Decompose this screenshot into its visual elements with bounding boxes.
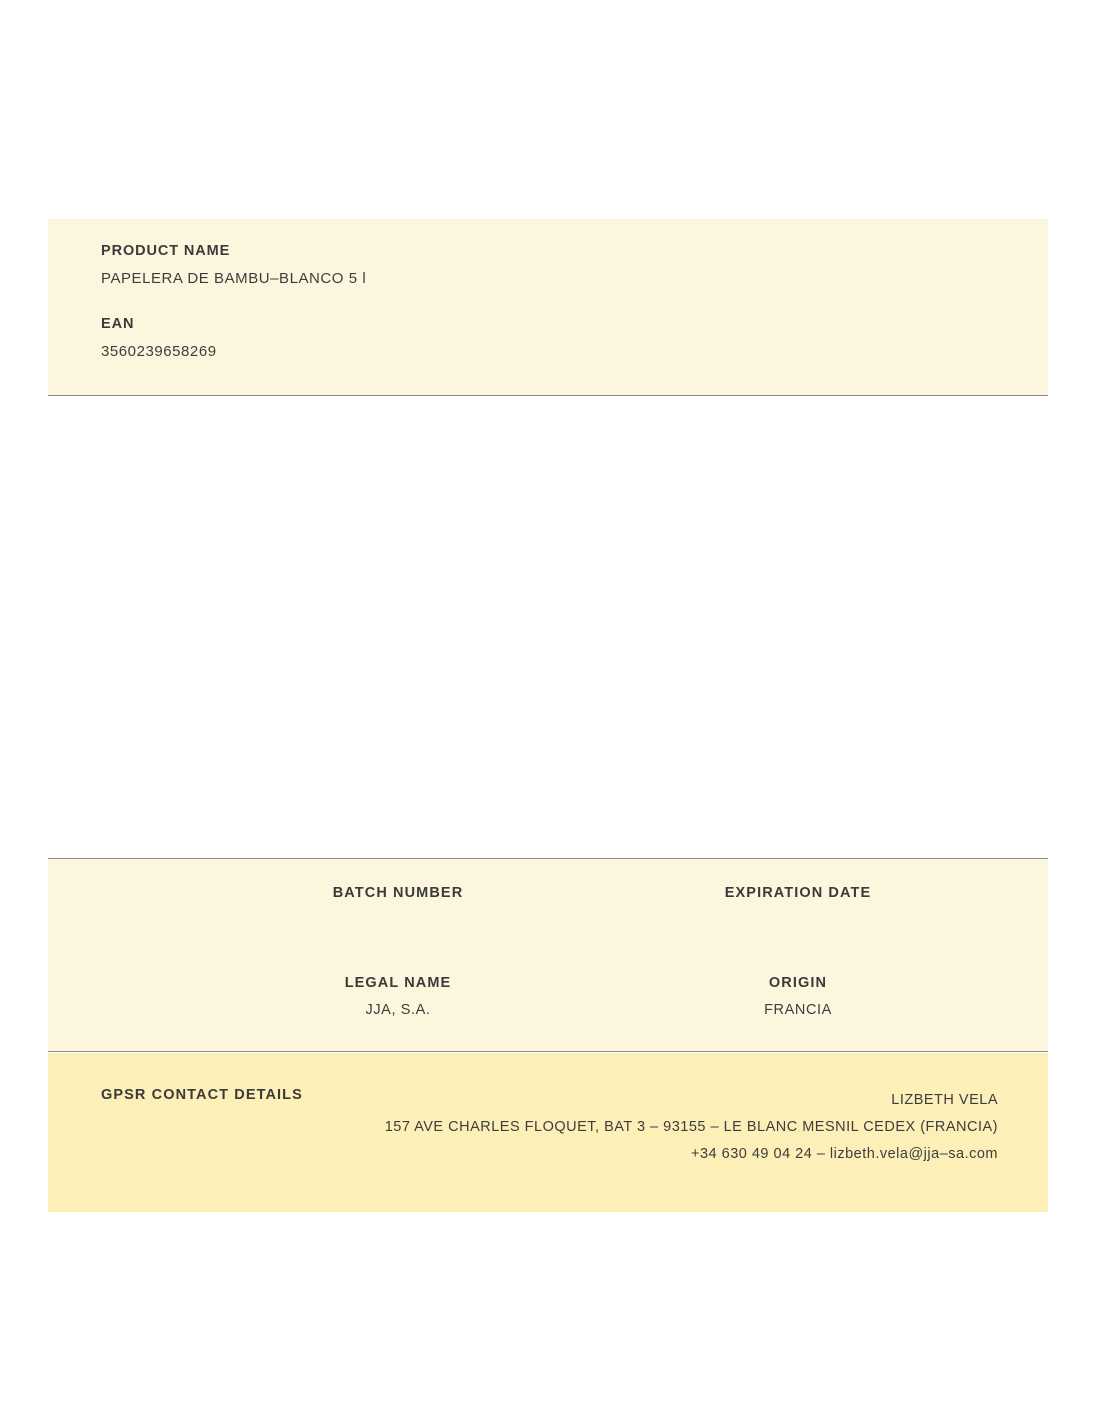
gpsr-contact-panel xyxy=(48,1053,1048,1212)
ean-label: EAN xyxy=(101,316,135,332)
batch-number-label: BATCH NUMBER xyxy=(332,885,464,901)
gpsr-address: 157 AVE CHARLES FLOQUET, BAT 3 – 93155 – LE BLANC MESNIL CEDEX (FRANCIA) xyxy=(384,1119,998,1135)
expiration-date-cell xyxy=(628,885,968,930)
product-name-label: PRODUCT NAME xyxy=(101,243,231,259)
batch-number-cell xyxy=(228,885,568,930)
origin-label: ORIGIN xyxy=(768,975,828,991)
expiration-date-label: EXPIRATION DATE xyxy=(724,885,872,901)
legal-name-value: JJA, S.A. xyxy=(365,1002,431,1018)
product-name-value: PAPELERA DE BAMBU–BLANCO 5 l xyxy=(101,270,367,287)
gpsr-contact-name: LIZBETH VELA xyxy=(891,1092,998,1108)
gpsr-title: GPSR CONTACT DETAILS xyxy=(101,1087,303,1103)
expiration-date-value xyxy=(628,912,968,930)
batch-number-value xyxy=(228,912,568,930)
origin-cell xyxy=(628,975,968,1020)
gpsr-phone-email: +34 630 49 04 24 – lizbeth.vela@jja–sa.com xyxy=(691,1146,998,1162)
batch-legal-panel xyxy=(48,858,1048,1052)
gpsr-inner xyxy=(101,1087,998,1168)
blank-artwork-area xyxy=(48,396,1048,858)
origin-value: FRANCIA xyxy=(764,1002,832,1018)
batch-grid xyxy=(48,859,1048,1051)
product-info-panel xyxy=(48,219,1048,396)
ean-value: 3560239658269 xyxy=(101,343,217,360)
legal-name-label: LEGAL NAME xyxy=(344,975,452,991)
spacer xyxy=(101,287,1048,316)
legal-name-cell xyxy=(228,975,568,1020)
